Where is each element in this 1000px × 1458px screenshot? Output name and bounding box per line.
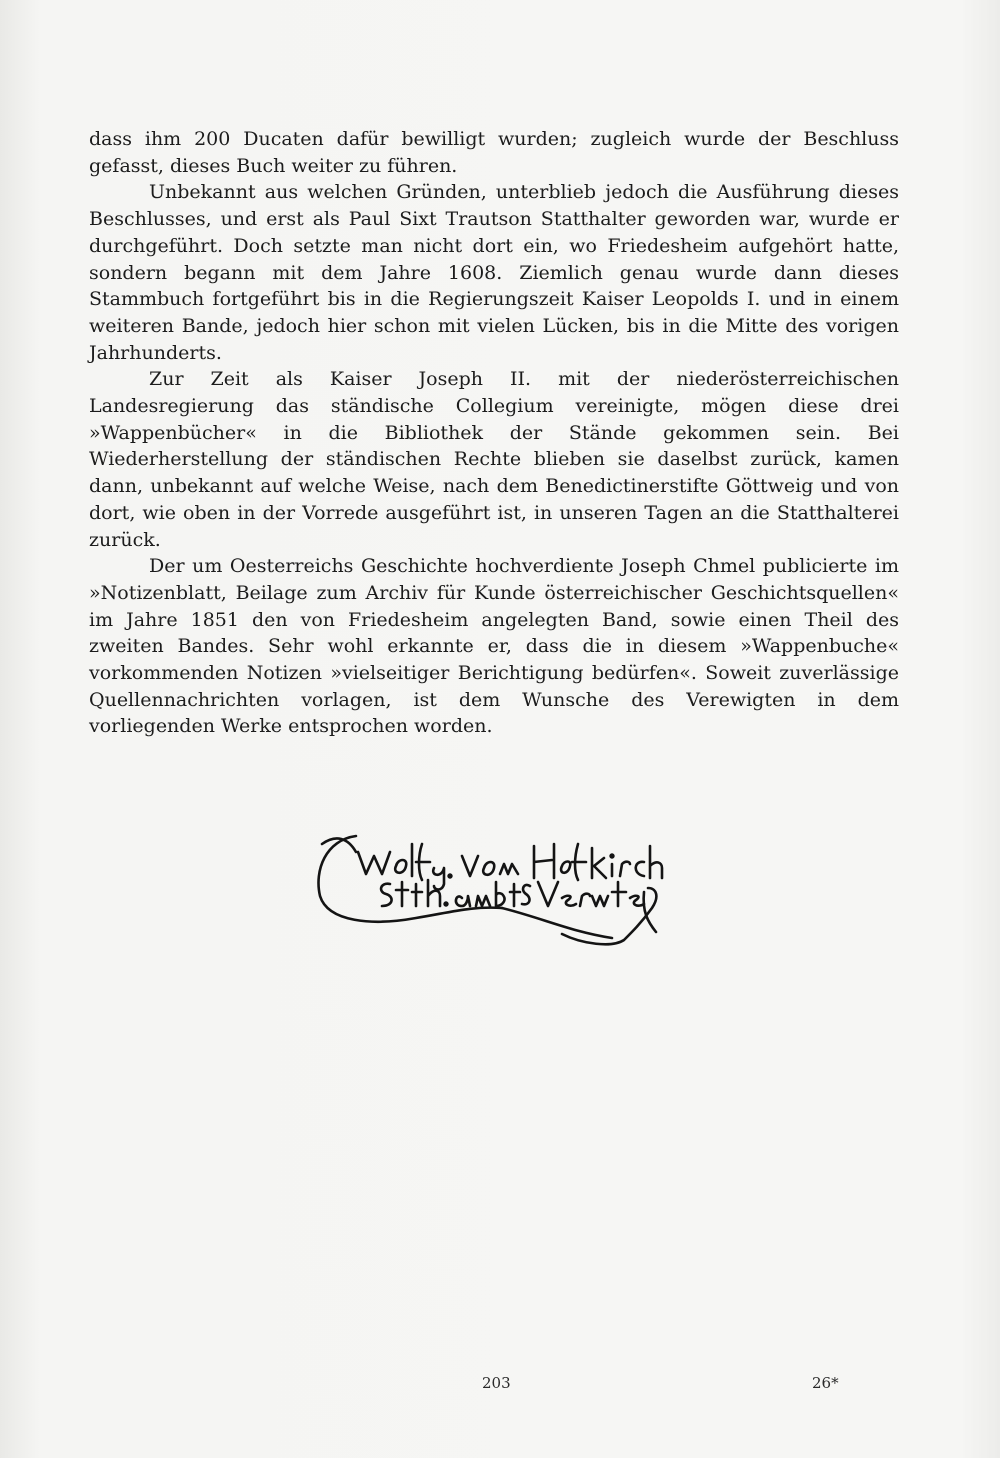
paragraph-1: dass ihm 200 Ducaten dafür bewilligt wurden; zugleich wurde der Beschluss gefasst, dieses Buch weiter zu führen. (89, 128, 899, 177)
body-text (89, 126, 899, 740)
paragraph-3: Zur Zeit als Kaiser Joseph II. mit der niederösterreichischen Landesregierung das ständische Collegium vereinigte, mögen diese drei »Wappenbücher« in die Bibliothek der Stände gekommen sein. Bei Wiederherstellung der ständischen Rechte blieben sie daselbst zurück, kamen dann, unbekannt auf welche Weise, nach dem Benedictinerstifte Göttweig und von dort, wie oben in der Vorrede ausgeführt ist, in unseren Tagen an die Statthalterei zurück. (89, 368, 899, 551)
paragraph-4: Der um Oesterreichs Geschichte hochverdiente Joseph Chmel publicierte im »Notizenblatt, Beilage zum Archiv für Kunde österreichischer Geschichtsquellen« im Jahre 1851 den von Friedesheim angelegten Band, sowie einen Theil des zweiten Bandes. Sehr wohl erkannte er, dass die in diesem »Wappenbuche« vorkommenden Notizen »vielseitiger Berichtigung bedürfen«. Soweit zuverlässige Quellennachrichten vorlagen, ist dem Wunsche des Verewigten in dem vorliegenden Werke entsprochen worden. (89, 555, 899, 738)
paragraph-2: Unbekannt aus welchen Gründen, unterblieb jedoch die Ausführung dieses Beschlusses, und erst als Paul Sixt Trautson Statthalter geworden war, wurde er durchgeführt. Doch setzte man nicht dort ein, wo Friedesheim aufgehört hatte, sondern begann mit dem Jahre 1608. Ziemlich genau wurde dann dieses Stammbuch fortgeführt bis in die Regierungszeit Kaiser Leopolds I. und in einem weiteren Bande, jedoch hier schon mit vielen Lücken, bis in die Mitte des vorigen Jahrhunderts. (89, 181, 899, 364)
signature-mark: 26* (812, 1374, 839, 1392)
handwritten-signature-icon (312, 822, 672, 952)
page-number: 203 (482, 1374, 511, 1392)
